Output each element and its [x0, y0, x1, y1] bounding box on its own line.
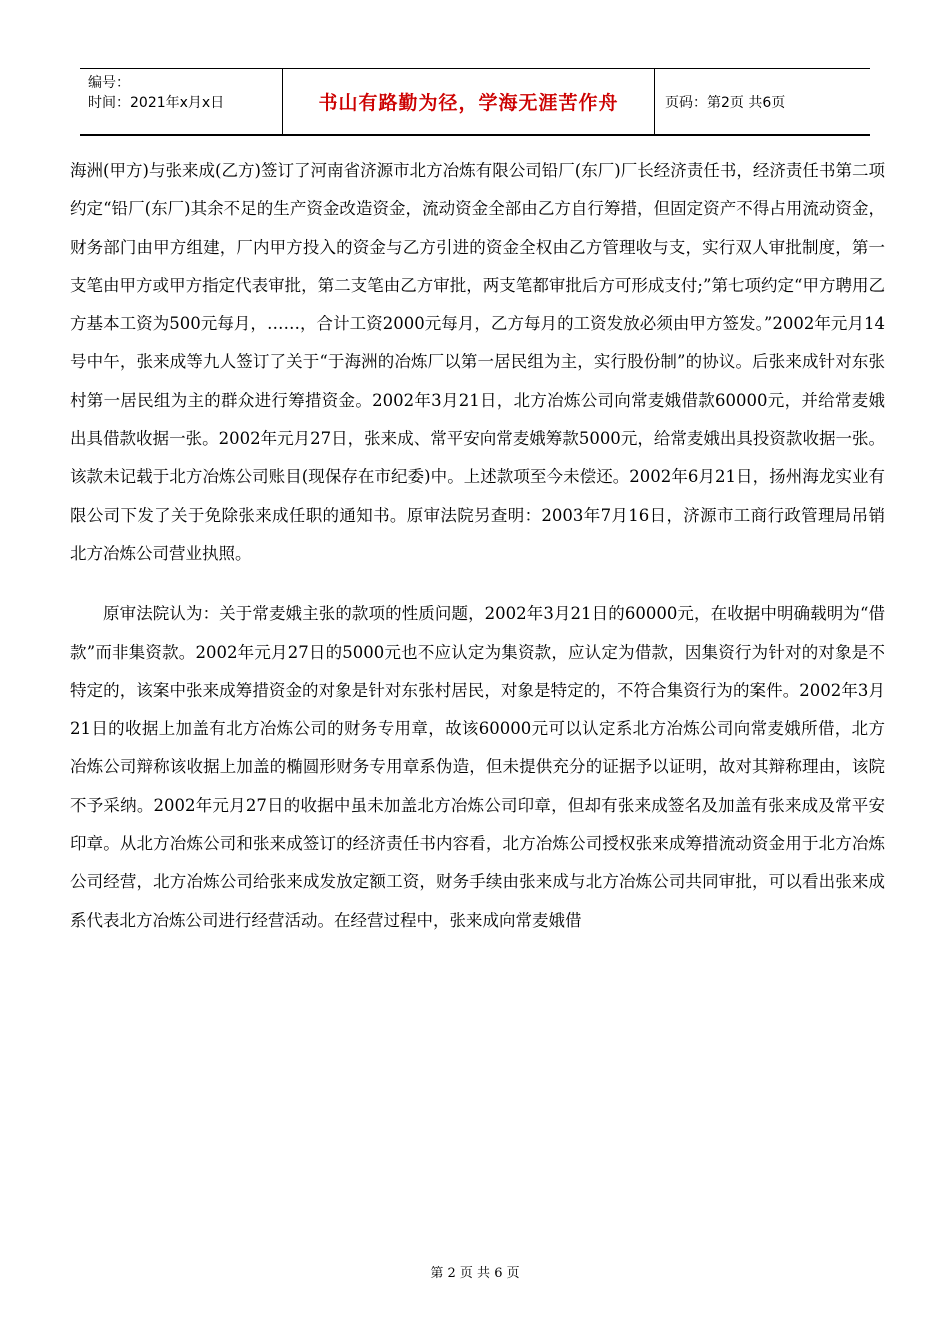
document-body — [70, 152, 885, 940]
header-motto: 书山有路勤为径，学海无涯苦作舟 — [283, 69, 655, 134]
header-meta-cell — [80, 69, 283, 134]
page-footer: 第 2 页 共 6 页 — [430, 1266, 520, 1281]
header-page-label: 页码：第2页 共6页 — [665, 94, 786, 111]
paragraph-1: 海洲(甲方)与张来成(乙方)签订了河南省济源市北方冶炼有限公司铅厂(东厂)厂长经济责任书，经济责任书第二项约定“铅厂(东厂)其余不足的生产资金改造资金，流动资金全部由乙方自行筹措，但固定资产不得占用流动资金，财务部门由甲方组建，厂内甲方投入的资金与乙方引进的资金全权由乙方管理收与支，实行双人审批制度，第一支笔由甲方或甲方指定代表审批，第二支笔由乙方审批，两支笔都审批后方可形成支付;”第七项约定“甲方聘用乙方基本工资为500元每月，……，合计工资2000元每月，乙方每月的工资发放必须由甲方签发。”2002年元月14号中午，张来成等九人签订了关于“于海洲的冶炼厂以第一居民组为主，实行股份制”的协议。后张来成针对东张村第一居民组为主的群众进行筹措资金。2002年3月21日，北方冶炼公司向常麦娥借款60000元，并给常麦娥出具借款收据一张。2002年元月27日，张来成、常平安向常麦娥筹款5000元，给常麦娥出具投资款收据一张。该款未记载于北方冶炼公司账目(现保存在市纪委)中。上述款项至今未偿还。2002年6月21日，扬州海龙实业有限公司下发了关于免除张来成任职的通知书。原审法院另查明：2003年7月16日，济源市工商行政管理局吊销北方冶炼公司营业执照。 — [70, 161, 885, 563]
paragraph-2: 原审法院认为：关于常麦娥主张的款项的性质问题，2002年3月21日的60000元，在收据中明确载明为“借款”而非集资款。2002年元月27日的5000元也不应认定为集资款，应认定为借款，因集资行为针对的对象是不特定的，该案中张来成筹措资金的对象是针对东张村居民，对象是特定的，不符合集资行为的案件。2002年3月21日的收据上加盖有北方冶炼公司的财务专用章，故该60000元可以认定系北方冶炼公司向常麦娥所借，北方冶炼公司辩称该收据上加盖的椭圆形财务专用章系伪造，但未提供充分的证据予以证明，故对其辩称理由，该院不予采纳。2002年元月27日的收据中虽未加盖北方冶炼公司印章，但却有张来成签名及加盖有张来成及常平安印章。从北方冶炼公司和张来成签订的经济责任书内容看，北方冶炼公司授权张来成筹措流动资金用于北方冶炼公司经营，北方冶炼公司给张来成发放定额工资，财务手续由张来成与北方冶炼公司共同审批，可以看出张来成系代表北方冶炼公司进行经营活动。在经营过程中，张来成向常麦娥借 — [70, 604, 885, 930]
page-header — [80, 68, 870, 136]
doc-number-label: 编号： — [88, 75, 130, 91]
doc-time-label: 时间：2021年x月x日 — [88, 95, 225, 111]
